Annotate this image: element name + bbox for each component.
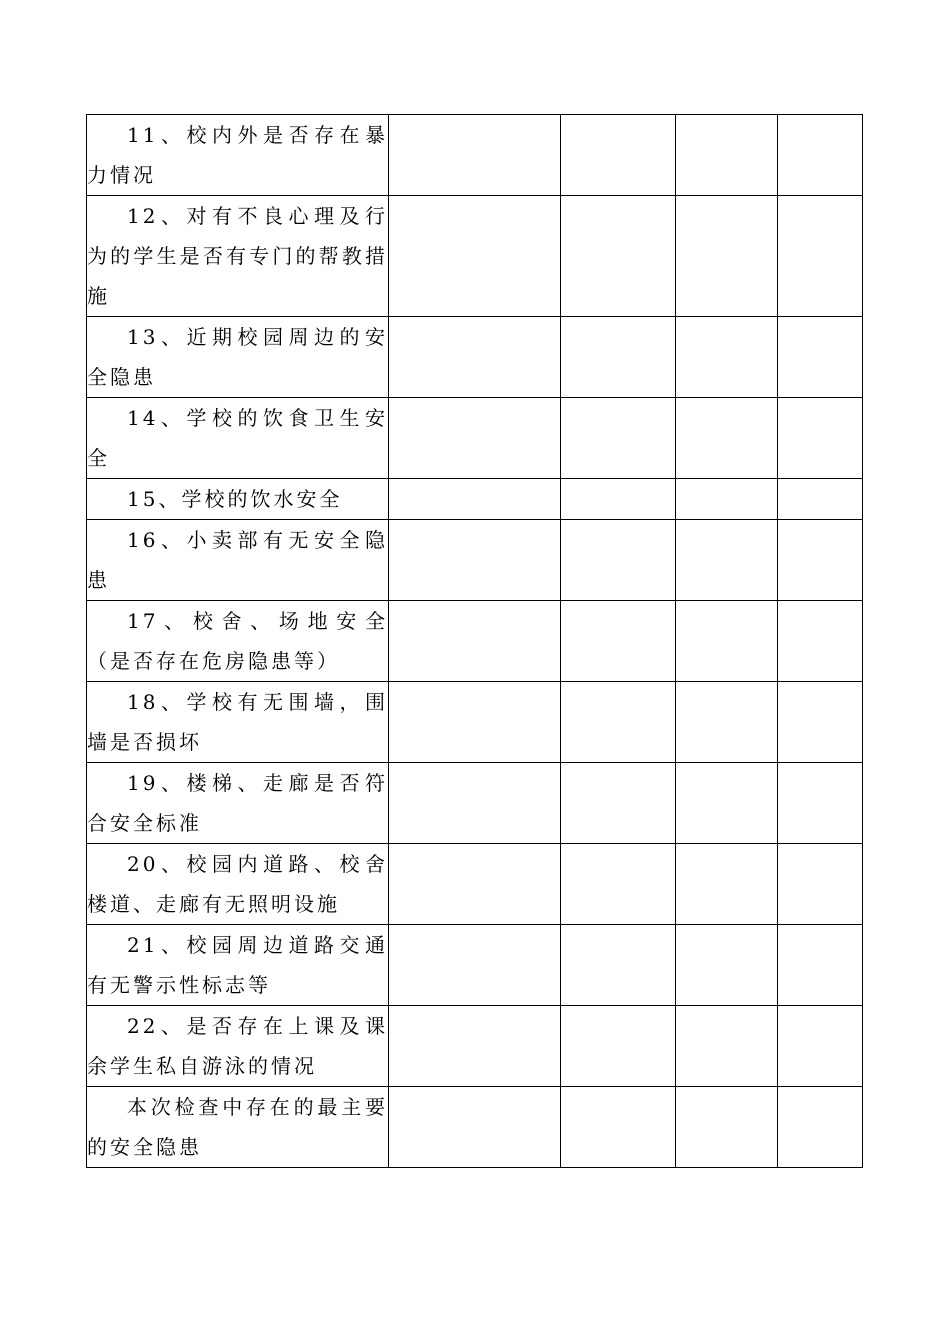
blank-entry-cell-3[interactable] [676, 925, 778, 1006]
table-row [87, 479, 863, 520]
blank-entry-cell-2[interactable] [561, 1006, 676, 1087]
blank-entry-cell-4[interactable] [778, 925, 863, 1006]
check-item-text: 13、近期校园周边的安全隐患 [87, 325, 388, 389]
blank-entry-cell-1[interactable] [389, 763, 561, 844]
check-item-text: 11、校内外是否存在暴力情况 [87, 123, 388, 187]
blank-entry-cell-3[interactable] [676, 479, 778, 520]
check-item-text: 17、校舍、场地安全（是否存在危房隐患等） [87, 609, 388, 673]
check-item-text: 16、小卖部有无安全隐患 [87, 528, 388, 592]
blank-entry-cell-4[interactable] [778, 115, 863, 196]
check-item-cell [87, 601, 389, 682]
blank-entry-cell-3[interactable] [676, 1087, 778, 1168]
blank-entry-cell-1[interactable] [389, 1087, 561, 1168]
blank-entry-cell-4[interactable] [778, 479, 863, 520]
blank-entry-cell-1[interactable] [389, 115, 561, 196]
table-row [87, 1087, 863, 1168]
table-row [87, 1006, 863, 1087]
blank-entry-cell-2[interactable] [561, 520, 676, 601]
table-row [87, 317, 863, 398]
table-row [87, 601, 863, 682]
checklist-body [87, 115, 863, 1168]
check-item-text: 14、学校的饮食卫生安全 [87, 406, 388, 470]
blank-entry-cell-1[interactable] [389, 196, 561, 317]
blank-entry-cell-4[interactable] [778, 682, 863, 763]
inspection-sheet [86, 114, 862, 1168]
blank-entry-cell-2[interactable] [561, 317, 676, 398]
blank-entry-cell-2[interactable] [561, 196, 676, 317]
check-item-text: 12、对有不良心理及行为的学生是否有专门的帮教措施 [87, 204, 388, 308]
blank-entry-cell-3[interactable] [676, 601, 778, 682]
blank-entry-cell-4[interactable] [778, 398, 863, 479]
blank-entry-cell-1[interactable] [389, 844, 561, 925]
blank-entry-cell-3[interactable] [676, 682, 778, 763]
blank-entry-cell-2[interactable] [561, 1087, 676, 1168]
check-item-cell [87, 925, 389, 1006]
check-item-text: 19、楼梯、走廊是否符合安全标准 [87, 771, 388, 835]
check-item-text: 20、校园内道路、校舍楼道、走廊有无照明设施 [87, 852, 388, 916]
check-item-cell [87, 1087, 389, 1168]
blank-entry-cell-3[interactable] [676, 1006, 778, 1087]
check-item-cell [87, 682, 389, 763]
table-row [87, 196, 863, 317]
table-row [87, 398, 863, 479]
blank-entry-cell-3[interactable] [676, 196, 778, 317]
blank-entry-cell-4[interactable] [778, 317, 863, 398]
blank-entry-cell-1[interactable] [389, 398, 561, 479]
check-item-cell [87, 398, 389, 479]
check-item-cell [87, 115, 389, 196]
check-item-cell [87, 479, 389, 520]
blank-entry-cell-1[interactable] [389, 1006, 561, 1087]
blank-entry-cell-1[interactable] [389, 479, 561, 520]
blank-entry-cell-2[interactable] [561, 844, 676, 925]
blank-entry-cell-2[interactable] [561, 398, 676, 479]
safety-checklist-table [86, 114, 863, 1168]
blank-entry-cell-3[interactable] [676, 844, 778, 925]
blank-entry-cell-4[interactable] [778, 601, 863, 682]
blank-entry-cell-4[interactable] [778, 1006, 863, 1087]
blank-entry-cell-4[interactable] [778, 520, 863, 601]
blank-entry-cell-2[interactable] [561, 925, 676, 1006]
check-item-cell [87, 763, 389, 844]
blank-entry-cell-2[interactable] [561, 763, 676, 844]
check-item-text: 18、学校有无围墙，围墙是否损坏 [87, 690, 388, 754]
check-item-text: 本次检查中存在的最主要的安全隐患 [87, 1095, 388, 1159]
check-item-cell [87, 1006, 389, 1087]
check-item-text: 22、是否存在上课及课余学生私自游泳的情况 [87, 1014, 388, 1078]
blank-entry-cell-1[interactable] [389, 925, 561, 1006]
table-row [87, 925, 863, 1006]
blank-entry-cell-4[interactable] [778, 763, 863, 844]
table-row [87, 763, 863, 844]
blank-entry-cell-1[interactable] [389, 317, 561, 398]
blank-entry-cell-1[interactable] [389, 601, 561, 682]
blank-entry-cell-2[interactable] [561, 601, 676, 682]
blank-entry-cell-3[interactable] [676, 763, 778, 844]
blank-entry-cell-1[interactable] [389, 682, 561, 763]
blank-entry-cell-2[interactable] [561, 479, 676, 520]
check-item-cell [87, 520, 389, 601]
check-item-cell [87, 317, 389, 398]
table-row [87, 520, 863, 601]
table-row [87, 682, 863, 763]
blank-entry-cell-3[interactable] [676, 398, 778, 479]
blank-entry-cell-2[interactable] [561, 115, 676, 196]
blank-entry-cell-1[interactable] [389, 520, 561, 601]
table-row [87, 844, 863, 925]
blank-entry-cell-4[interactable] [778, 1087, 863, 1168]
check-item-cell [87, 196, 389, 317]
check-item-text: 21、校园周边道路交通有无警示性标志等 [87, 933, 388, 997]
blank-entry-cell-3[interactable] [676, 317, 778, 398]
blank-entry-cell-4[interactable] [778, 844, 863, 925]
blank-entry-cell-4[interactable] [778, 196, 863, 317]
table-row [87, 115, 863, 196]
check-item-cell [87, 844, 389, 925]
check-item-text: 15、学校的饮水安全 [127, 487, 343, 511]
blank-entry-cell-2[interactable] [561, 682, 676, 763]
blank-entry-cell-3[interactable] [676, 115, 778, 196]
blank-entry-cell-3[interactable] [676, 520, 778, 601]
